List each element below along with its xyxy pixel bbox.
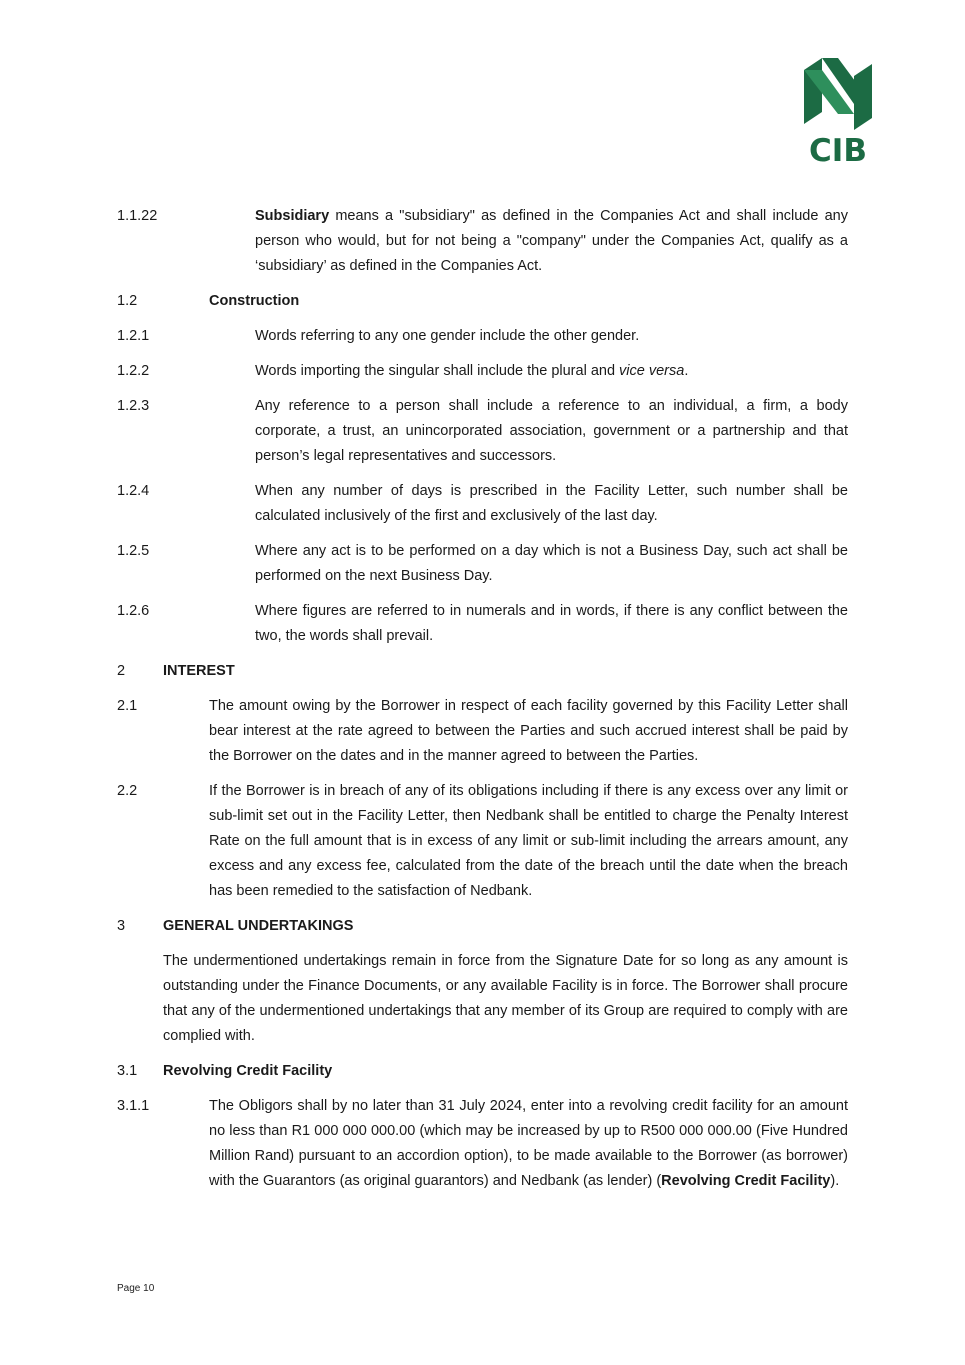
logo-text: CIB (809, 133, 867, 169)
clause-1-2-3 (117, 394, 848, 469)
clause-text: Where any act is to be performed on a day which is not a Business Day, such act shall be performed on the next Business Day. (255, 543, 848, 584)
clause-text: Any reference to a person shall include a reference to an individual, a firm, a body corporate, a trust, an unincorporated association, government or a partnership and that person’s legal representatives and successors. (255, 398, 848, 464)
clause-3-intro (117, 949, 848, 1049)
clause-1-2-6 (117, 599, 848, 649)
clause-1-2-1 (117, 324, 848, 349)
clause-number: 1.2.4 (117, 483, 150, 499)
clause-text: Words importing the singular shall include the plural and (255, 363, 620, 379)
clause-number: 2.2 (117, 783, 138, 799)
clause-2-2 (117, 779, 848, 904)
clause-3-1 (117, 1059, 848, 1084)
clause-text: Words referring to any one gender include the other gender. (255, 328, 640, 344)
clause-1-2-2 (117, 359, 848, 384)
clause-text: The undermentioned undertakings remain in force from the Signature Date for so long as any amount is outstanding under the Finance Documents, or any available Facility is in force. The Borrower shall procure that any of the undermentioned undertakings that any member of its Group are required to comply with are complied with. (163, 953, 848, 1044)
clause-number: 1.2.3 (117, 398, 150, 414)
clause-3 (117, 914, 848, 939)
clause-number: 3.1 (117, 1063, 138, 1079)
clause-number: 2.1 (117, 698, 138, 714)
section-heading: INTEREST (163, 663, 235, 679)
clause-text: When any number of days is prescribed in the Facility Letter, such number shall be calculated inclusively of the first and exclusively of the last day. (255, 483, 848, 524)
clause-number: 1.2.1 (117, 328, 150, 344)
section-heading: Construction (209, 293, 300, 309)
defined-term: Subsidiary (255, 208, 330, 224)
clause-text: If the Borrower is in breach of any of its obligations including if there is any excess over any limit or sub-limit set out in the Facility Letter, then Nedbank shall be entitled to charge the Penalty Interest Rate on the full amount that is in excess of any limit or sub-limit including the arrears amount, any excess and any excess fee, calculated from the date of the breach until the date when the breach has been remedied to the satisfaction of Nedbank. (209, 783, 848, 899)
italic-term: vice versa (619, 363, 685, 379)
clause-number: 3.1.1 (117, 1098, 150, 1114)
clause-text-end: ). (830, 1173, 840, 1189)
section-heading: GENERAL UNDERTAKINGS (163, 918, 354, 934)
clause-number: 1.2 (117, 293, 138, 309)
clause-number: 3 (117, 918, 126, 934)
clause-text: Where figures are referred to in numerals and in words, if there is any conflict between the two, the words shall prevail. (255, 603, 848, 644)
nedbank-cib-logo (804, 58, 872, 168)
clause-text: The Obligors shall by no later than 31 July 2024, enter into a revolving credit facility for an amount no less than R1 000 000 000.00 (which may be increased by up to R500 000 000.00 (Five Hundred Million Rand) pursuant to an accordion option), to be made available to the Borrower (as borrower) with the Guarantors (as original guarantors) and Nedbank (as lender) ( (209, 1098, 848, 1189)
section-heading: Revolving Credit Facility (163, 1063, 333, 1079)
clause-text-end: . (684, 363, 689, 379)
clause-number: 1.2.5 (117, 543, 150, 559)
clause-3-1-1 (117, 1094, 848, 1194)
clause-1-1-22 (117, 204, 848, 279)
nedbank-n-icon (804, 58, 872, 130)
clause-number: 1.2.6 (117, 603, 150, 619)
clause-1-2-4 (117, 479, 848, 529)
clause-2-1 (117, 694, 848, 769)
clause-2 (117, 659, 848, 684)
clause-text: The amount owing by the Borrower in respect of each facility governed by this Facility Letter shall bear interest at the rate agreed to between the Parties and such accrued interest shall be paid by the Borrower on the dates and in the manner agreed to between the Parties. (209, 698, 848, 764)
clause-number: 1.2.2 (117, 363, 150, 379)
page-number: Page 10 (117, 1283, 155, 1294)
clause-1-2-5 (117, 539, 848, 589)
clause-text: means a "subsidiary" as defined in the Companies Act and shall include any person who would, but for not being a "company" under the Companies Act, qualify as a ‘subsidiary’ as defined in the Companies Act. (255, 208, 848, 274)
clause-1-2 (117, 289, 848, 314)
document-body (117, 204, 848, 1204)
defined-term: Revolving Credit Facility (661, 1173, 831, 1189)
clause-number: 1.1.22 (117, 208, 158, 224)
clause-number: 2 (117, 663, 126, 679)
